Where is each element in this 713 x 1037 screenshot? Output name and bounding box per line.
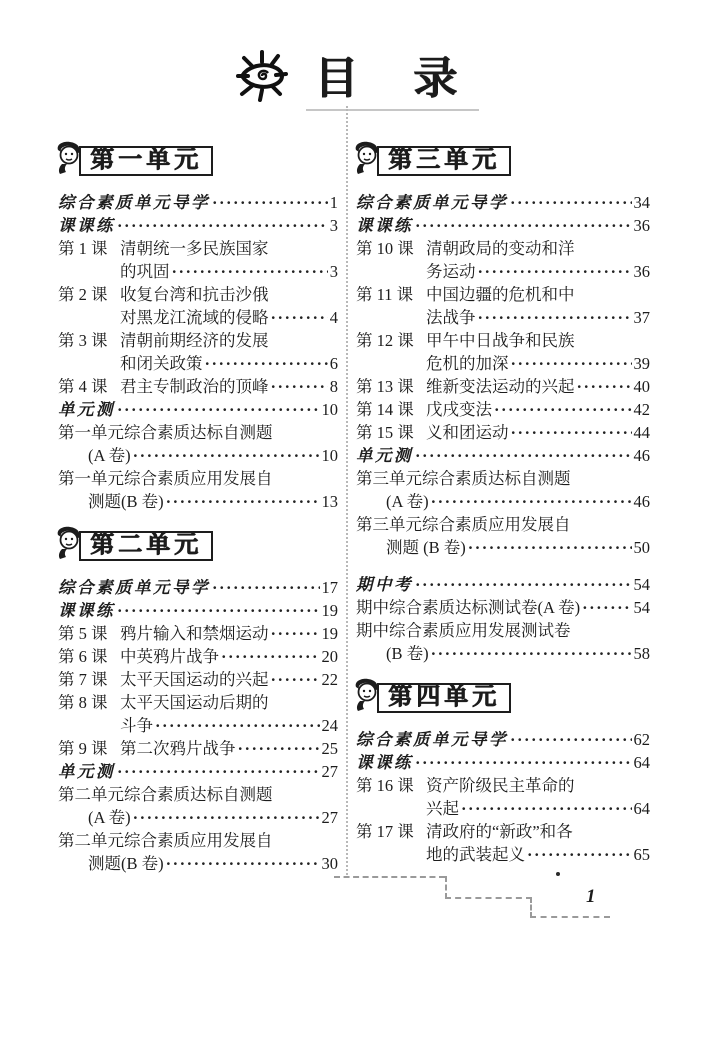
lesson-number: 第 1 课 (58, 239, 108, 258)
toc-line (356, 444, 650, 467)
dot-leader (510, 191, 632, 214)
entry-text: 课课练 (58, 216, 115, 235)
page-ref: 8 (329, 377, 338, 396)
toc-entry (356, 375, 650, 398)
unit-title: 第三单元 (377, 146, 511, 176)
entry-text: 危机的加深 (426, 354, 509, 373)
entry-text: 清政府的“新政”和各 (426, 822, 573, 841)
lesson-number: 第 14 课 (356, 400, 414, 419)
ink-speck (556, 872, 560, 876)
toc-entry (356, 191, 650, 214)
entry-text: 收复台湾和抗击沙俄 (120, 285, 269, 304)
page-ref: 36 (633, 262, 650, 281)
page-ref: 25 (321, 739, 338, 758)
page-ref: 34 (633, 193, 650, 212)
toc-entry (356, 421, 650, 444)
toc-line (356, 596, 650, 619)
entry-text: 综合素质单元导学 (356, 193, 508, 212)
toc-entry (58, 668, 338, 691)
page-ref: 36 (633, 216, 650, 235)
unit-title: 第四单元 (377, 683, 511, 713)
page-ref: 54 (633, 575, 650, 594)
entry-text: 法战争 (426, 308, 476, 327)
toc-entry (356, 329, 650, 375)
toc-line (356, 513, 650, 536)
toc-entry (356, 596, 650, 619)
toc-line (58, 783, 338, 806)
toc-line (356, 375, 650, 398)
entry-text: 对黑龙江流域的侵略 (120, 308, 269, 327)
toc-entry (356, 728, 650, 751)
toc-entry (356, 467, 650, 513)
toc-entry (58, 191, 338, 214)
entry-text: 地的武装起义 (426, 845, 525, 864)
toc-line (58, 668, 338, 691)
page-ref: 6 (329, 354, 338, 373)
dot-leader (511, 352, 632, 375)
page-ref: 10 (321, 400, 338, 419)
unit-header (352, 679, 650, 717)
toc-entry (356, 237, 650, 283)
toc-line (356, 774, 650, 797)
page-ref: 44 (633, 423, 650, 442)
toc-line (58, 214, 338, 237)
entry-text: 太平天国运动后期的 (120, 693, 269, 712)
page-ref: 17 (321, 578, 338, 597)
dot-leader (117, 760, 320, 783)
stair-border-segment (445, 897, 532, 899)
toc-entry (58, 398, 338, 421)
dot-leader (271, 306, 328, 329)
lesson-number: 第 10 课 (356, 239, 414, 258)
dot-leader (205, 352, 328, 375)
toc-line (58, 622, 338, 645)
toc-line (58, 599, 338, 622)
toc-line (356, 751, 650, 774)
dot-leader (415, 444, 632, 467)
toc-entry (58, 283, 338, 329)
toc-line (356, 642, 650, 665)
page-header (0, 42, 713, 111)
page-ref: 10 (321, 446, 338, 465)
student-head-icon (352, 677, 382, 719)
toc-entry (58, 599, 338, 622)
dot-leader (511, 421, 632, 444)
dot-leader (415, 751, 632, 774)
toc-line (58, 714, 338, 737)
toc-entry (356, 513, 650, 559)
lesson-number: 第 9 课 (58, 739, 108, 758)
page-number: 1 (586, 886, 596, 907)
student-head-icon (54, 140, 84, 182)
student-head-icon (54, 525, 84, 567)
toc-entry (58, 237, 338, 283)
dot-leader (415, 214, 632, 237)
entry-text: 义和团运动 (426, 423, 509, 442)
entry-text: (B 卷) (386, 644, 429, 663)
toc-line (58, 306, 338, 329)
toc-entry (58, 622, 338, 645)
toc-line (356, 398, 650, 421)
toc-line (58, 490, 338, 513)
entry-text: 期中综合素质应用发展测试卷 (356, 621, 571, 640)
page-ref: 39 (633, 354, 650, 373)
entry-text: 测题 (B 卷) (386, 538, 466, 557)
toc-line (58, 398, 338, 421)
dot-leader (117, 214, 328, 237)
entry-text: 的巩固 (120, 262, 170, 281)
entry-text: 测题(B 卷) (88, 854, 164, 873)
page-ref: 24 (321, 716, 338, 735)
lesson-number: 第 16 课 (356, 776, 414, 795)
dot-leader (461, 797, 632, 820)
dot-leader (212, 191, 328, 214)
entry-text: 单元测 (356, 446, 413, 465)
toc-entry (58, 375, 338, 398)
lesson-number: 第 3 课 (58, 331, 108, 350)
lesson-number: 第 2 课 (58, 285, 108, 304)
toc-entry (58, 467, 338, 513)
entry-text: 测题(B 卷) (88, 492, 164, 511)
entry-text: 中国边疆的危机和中 (426, 285, 575, 304)
lesson-number: 第 5 课 (58, 624, 108, 643)
toc-line (356, 191, 650, 214)
entry-text: 综合素质单元导学 (58, 193, 210, 212)
dot-leader (468, 536, 632, 559)
toc-column-right (356, 142, 650, 876)
page-ref: 22 (321, 670, 338, 689)
dot-leader (117, 599, 320, 622)
toc-line (356, 820, 650, 843)
toc-line (58, 421, 338, 444)
unit-section (356, 142, 650, 559)
page-ref: 37 (633, 308, 650, 327)
page-ref: 58 (633, 644, 650, 663)
dot-leader (577, 375, 632, 398)
page-ref: 30 (321, 854, 338, 873)
toc-line (356, 467, 650, 490)
page-ref: 64 (633, 799, 650, 818)
toc-line (356, 306, 650, 329)
page-ref: 19 (321, 601, 338, 620)
entry-text: 太平天国运动的兴起 (120, 670, 269, 689)
unit-header (54, 142, 338, 180)
toc-line (356, 214, 650, 237)
dot-leader (271, 375, 328, 398)
entry-text: 资产阶级民主革命的 (426, 776, 575, 795)
entry-text: 第三单元综合素质应用发展自 (356, 515, 571, 534)
toc-entry (58, 691, 338, 737)
entry-text: 综合素质单元导学 (356, 730, 508, 749)
toc-line (58, 806, 338, 829)
toc-line (356, 843, 650, 866)
toc-line (58, 829, 338, 852)
page-ref: 20 (321, 647, 338, 666)
toc-line (356, 728, 650, 751)
page-ref: 3 (329, 216, 338, 235)
toc-line (356, 490, 650, 513)
lesson-number: 第 11 课 (356, 285, 414, 304)
toc-entry (356, 820, 650, 866)
column-divider (346, 106, 348, 878)
entry-text: (A 卷) (88, 808, 131, 827)
lesson-number: 第 6 课 (58, 647, 108, 666)
dot-leader (117, 398, 320, 421)
lesson-number: 第 17 课 (356, 822, 414, 841)
toc-line (58, 760, 338, 783)
page-ref: 65 (633, 845, 650, 864)
page-ref: 1 (329, 193, 338, 212)
dot-leader (478, 306, 632, 329)
unit-title: 第一单元 (79, 146, 213, 176)
dot-leader (527, 843, 632, 866)
entry-text: 第三单元综合素质达标自测题 (356, 469, 571, 488)
toc-entry (58, 829, 338, 875)
toc-entry (58, 576, 338, 599)
midterm-section (356, 573, 650, 665)
entry-text: 维新变法运动的兴起 (426, 377, 575, 396)
entry-text: 甲午中日战争和民族 (426, 331, 575, 350)
toc-line (58, 444, 338, 467)
toc-entry (58, 760, 338, 783)
dot-leader (133, 806, 320, 829)
entry-text: 课课练 (356, 753, 413, 772)
toc-line (58, 737, 338, 760)
toc-line (58, 237, 338, 260)
dot-leader (415, 573, 632, 596)
page-ref: 62 (633, 730, 650, 749)
entry-text: 期中综合素质达标测试卷(A 卷) (356, 598, 581, 617)
toc-entry (58, 329, 338, 375)
dot-leader (431, 642, 632, 665)
entry-text: 兴起 (426, 799, 459, 818)
toc-column-left (58, 142, 338, 885)
unit-section (356, 679, 650, 866)
toc-line (356, 797, 650, 820)
entry-text: 清朝前期经济的发展 (120, 331, 269, 350)
page-ref: 46 (633, 446, 650, 465)
toc-line (58, 260, 338, 283)
entry-text: 第二单元综合素质应用发展自 (58, 831, 273, 850)
toc-entry (356, 751, 650, 774)
toc-line (58, 467, 338, 490)
page-ref: 50 (633, 538, 650, 557)
dot-leader (582, 596, 631, 619)
page-ref: 27 (321, 762, 338, 781)
toc-entry (356, 398, 650, 421)
page-ref: 27 (321, 808, 338, 827)
unit-header (352, 142, 650, 180)
entry-text: 第二单元综合素质达标自测题 (58, 785, 273, 804)
unit-header (54, 527, 338, 565)
dot-leader (221, 645, 320, 668)
toc-line (356, 536, 650, 559)
entry-text: 中英鸦片战争 (120, 647, 219, 666)
toc-line (356, 573, 650, 596)
stair-border-segment (530, 897, 532, 918)
entry-text: 清朝政局的变动和洋 (426, 239, 575, 258)
lesson-number: 第 13 课 (356, 377, 414, 396)
entry-text: 君主专制政治的顶峰 (120, 377, 269, 396)
page-ref: 54 (633, 598, 650, 617)
toc-line (356, 619, 650, 642)
page-ref: 42 (633, 400, 650, 419)
toc-line (58, 352, 338, 375)
toc-line (356, 421, 650, 444)
toc-entry (58, 645, 338, 668)
dot-leader (172, 260, 328, 283)
entry-text: 期中考 (356, 575, 413, 594)
dot-leader (155, 714, 320, 737)
sun-eye-icon (234, 50, 296, 107)
entry-text: 课课练 (356, 216, 413, 235)
toc-line (58, 283, 338, 306)
toc-entry (356, 444, 650, 467)
entry-text: 第一单元综合素质应用发展自 (58, 469, 273, 488)
page-ref: 13 (321, 492, 338, 511)
entry-text: 第一单元综合素质达标自测题 (58, 423, 273, 442)
toc-line (58, 329, 338, 352)
lesson-number: 第 7 课 (58, 670, 108, 689)
entry-text: 课课练 (58, 601, 115, 620)
lesson-number: 第 15 课 (356, 423, 414, 442)
page-ref: 40 (633, 377, 650, 396)
toc-entry (356, 573, 650, 596)
toc-line (58, 191, 338, 214)
page-ref: 46 (633, 492, 650, 511)
toc-entry (356, 214, 650, 237)
toc-line (58, 576, 338, 599)
page-ref: 3 (329, 262, 338, 281)
dot-leader (166, 490, 320, 513)
entry-text: 戊戌变法 (426, 400, 492, 419)
entry-text: 单元测 (58, 762, 115, 781)
entry-text: 清朝统一多民族国家 (120, 239, 269, 258)
toc-entry (58, 214, 338, 237)
dot-leader (478, 260, 632, 283)
student-head-icon (352, 140, 382, 182)
dot-leader (271, 622, 320, 645)
entry-text: 单元测 (58, 400, 115, 419)
page-ref: 19 (321, 624, 338, 643)
dot-leader (212, 576, 320, 599)
dot-leader (431, 490, 632, 513)
toc-line (356, 283, 650, 306)
page-ref: 64 (633, 753, 650, 772)
toc-line (356, 352, 650, 375)
toc-line (58, 645, 338, 668)
toc-entry (356, 774, 650, 820)
dot-leader (238, 737, 320, 760)
toc-entry (58, 783, 338, 829)
entry-text: (A 卷) (386, 492, 429, 511)
entry-text: 第二次鸦片战争 (120, 739, 236, 758)
lesson-number: 第 8 课 (58, 693, 108, 712)
entry-text: 鸦片输入和禁烟运动 (120, 624, 269, 643)
unit-title: 第二单元 (79, 531, 213, 561)
unit-section (58, 142, 338, 513)
toc-line (58, 852, 338, 875)
page-ref: 4 (329, 308, 338, 327)
toc-entry (58, 421, 338, 467)
toc-line (356, 237, 650, 260)
toc-entry (58, 737, 338, 760)
dot-leader (133, 444, 320, 467)
entry-text: 斗争 (120, 716, 153, 735)
entry-text: 综合素质单元导学 (58, 578, 210, 597)
toc-line (356, 260, 650, 283)
dot-leader (166, 852, 320, 875)
toc-line (58, 375, 338, 398)
stair-border-segment (445, 876, 447, 899)
entry-text: (A 卷) (88, 446, 131, 465)
toc-line (356, 329, 650, 352)
dot-leader (510, 728, 632, 751)
stair-border-segment (530, 916, 610, 918)
stair-border-segment (334, 876, 445, 878)
entry-text: 和闭关政策 (120, 354, 203, 373)
lesson-number: 第 4 课 (58, 377, 108, 396)
unit-section (58, 527, 338, 875)
toc-line (58, 691, 338, 714)
dot-leader (494, 398, 632, 421)
toc-entry (356, 283, 650, 329)
entry-text: 务运动 (426, 262, 476, 281)
dot-leader (271, 668, 320, 691)
toc-entry (356, 619, 650, 665)
lesson-number: 第 12 课 (356, 331, 414, 350)
page-title: 目 录 (306, 42, 479, 111)
